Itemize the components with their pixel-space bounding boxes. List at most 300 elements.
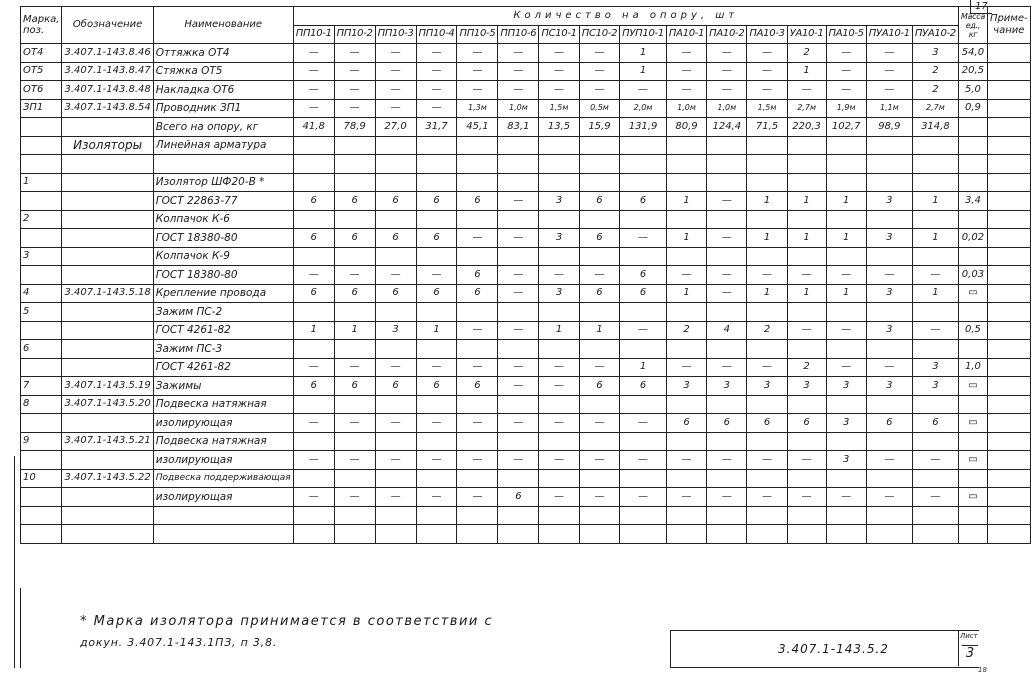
cell-quantity: [498, 155, 539, 174]
cell-mark: 8: [21, 395, 62, 414]
header-quantity: Количество на опору, шт: [293, 7, 958, 26]
cell-quantity: [293, 210, 334, 229]
cell-name: Колпачок К-9: [153, 247, 293, 266]
cell-quantity: 6: [620, 266, 667, 285]
cell-quantity: [826, 173, 866, 192]
cell-quantity: [539, 340, 579, 359]
cell-designation: [62, 173, 153, 192]
cell-quantity: [416, 155, 457, 174]
cell-note: [987, 62, 1030, 81]
cell-designation: 3.407.1-143.5.21: [62, 432, 153, 451]
cell-quantity: 6: [498, 488, 539, 507]
cell-note: [987, 321, 1030, 340]
cell-name: Зажим ПС-2: [153, 303, 293, 322]
cell-quantity: [912, 525, 958, 544]
cell-quantity: [620, 136, 667, 155]
cell-quantity: —: [498, 44, 539, 63]
cell-quantity: [826, 155, 866, 174]
cell-quantity: —: [666, 488, 706, 507]
cell-quantity: 6: [416, 192, 457, 211]
cell-quantity: —: [707, 266, 747, 285]
cell-quantity: 3: [539, 229, 579, 248]
cell-quantity: 6: [334, 284, 375, 303]
cell-quantity: [707, 506, 747, 525]
cell-designation: [62, 451, 153, 470]
cell-quantity: [866, 210, 912, 229]
specification-body: [21, 44, 1031, 544]
cell-quantity: 1: [747, 284, 787, 303]
cell-quantity: 6: [375, 229, 416, 248]
cell-quantity: [866, 303, 912, 322]
cell-quantity: —: [579, 451, 619, 470]
cell-quantity: [707, 210, 747, 229]
cell-quantity: 6: [416, 284, 457, 303]
cell-quantity: [912, 173, 958, 192]
cell-quantity: —: [293, 62, 334, 81]
cell-quantity: [666, 340, 706, 359]
cell-quantity: [707, 340, 747, 359]
cell-mass: 0,9: [958, 99, 987, 118]
cell-quantity: [787, 395, 826, 414]
cell-quantity: [334, 340, 375, 359]
cell-mark: 2: [21, 210, 62, 229]
table-row: [21, 118, 1031, 137]
cell-quantity: —: [707, 284, 747, 303]
cell-quantity: 6: [334, 377, 375, 396]
cell-quantity: 6: [579, 192, 619, 211]
cell-quantity: [620, 303, 667, 322]
cell-designation: [62, 340, 153, 359]
cell-quantity: [866, 395, 912, 414]
cell-note: [987, 44, 1030, 63]
cell-quantity: 3: [539, 284, 579, 303]
cell-quantity: —: [539, 451, 579, 470]
cell-quantity: —: [579, 358, 619, 377]
cell-quantity: 1: [747, 229, 787, 248]
cell-quantity: —: [620, 414, 667, 433]
cell-quantity: 41,8: [293, 118, 334, 137]
cell-quantity: —: [579, 414, 619, 433]
cell-quantity: [666, 210, 706, 229]
cell-quantity: [579, 247, 619, 266]
cell-quantity: 102,7: [826, 118, 866, 137]
cell-quantity: —: [826, 44, 866, 63]
cell-quantity: [375, 469, 416, 488]
cell-quantity: 6: [866, 414, 912, 433]
cell-quantity: —: [498, 192, 539, 211]
cell-quantity: —: [334, 358, 375, 377]
cell-quantity: [457, 340, 498, 359]
cell-quantity: [620, 506, 667, 525]
cell-quantity: 6: [457, 266, 498, 285]
cell-quantity: —: [666, 451, 706, 470]
cell-quantity: —: [826, 321, 866, 340]
cell-quantity: [457, 136, 498, 155]
cell-quantity: [912, 136, 958, 155]
cell-mass: 0,5: [958, 321, 987, 340]
cell-quantity: [866, 525, 912, 544]
cell-quantity: —: [375, 414, 416, 433]
table-row: [21, 377, 1031, 396]
cell-mass: [958, 173, 987, 192]
cell-quantity: 1: [747, 192, 787, 211]
cell-note: [987, 469, 1030, 488]
cell-quantity: [539, 469, 579, 488]
cell-quantity: [747, 303, 787, 322]
cell-quantity: [707, 303, 747, 322]
table-row: [21, 44, 1031, 63]
cell-quantity: 4: [707, 321, 747, 340]
cell-mass: 0,02: [958, 229, 987, 248]
cell-quantity: [579, 432, 619, 451]
cell-quantity: —: [457, 488, 498, 507]
cell-quantity: [498, 173, 539, 192]
cell-quantity: [912, 432, 958, 451]
cell-mass: [958, 506, 987, 525]
cell-quantity: —: [912, 266, 958, 285]
cell-quantity: 3: [866, 284, 912, 303]
cell-quantity: —: [912, 451, 958, 470]
cell-quantity: 6: [416, 377, 457, 396]
cell-mark: [21, 155, 62, 174]
cell-quantity: [334, 506, 375, 525]
cell-quantity: 0,5м: [579, 99, 619, 118]
cell-designation: 3.407.1-143.8.46: [62, 44, 153, 63]
cell-quantity: —: [416, 44, 457, 63]
cell-mark: 5: [21, 303, 62, 322]
cell-quantity: —: [293, 414, 334, 433]
cell-quantity: —: [747, 451, 787, 470]
column-header: ПП10-6: [498, 25, 539, 44]
cell-quantity: —: [666, 62, 706, 81]
column-header: УА10-1: [787, 25, 826, 44]
table-row: [21, 340, 1031, 359]
cell-quantity: [539, 136, 579, 155]
footnote-line-1: * Марка изолятора принимается в соответствии с: [80, 614, 494, 629]
cell-quantity: —: [457, 321, 498, 340]
cell-quantity: 2: [787, 358, 826, 377]
cell-quantity: —: [539, 488, 579, 507]
cell-quantity: —: [498, 62, 539, 81]
table-row: [21, 266, 1031, 285]
cell-quantity: [293, 173, 334, 192]
cell-name: Всего на опору, кг: [153, 118, 293, 137]
cell-quantity: 1,5м: [539, 99, 579, 118]
column-header: ПС10-2: [579, 25, 619, 44]
specification-table: [20, 6, 1031, 544]
cell-quantity: [375, 303, 416, 322]
cell-quantity: 6: [375, 192, 416, 211]
cell-note: [987, 358, 1030, 377]
cell-quantity: [747, 432, 787, 451]
cell-quantity: —: [866, 81, 912, 100]
cell-quantity: [293, 469, 334, 488]
cell-quantity: [457, 247, 498, 266]
cell-quantity: [666, 247, 706, 266]
cell-quantity: —: [293, 451, 334, 470]
cell-quantity: 131,9: [620, 118, 667, 137]
cell-quantity: [866, 506, 912, 525]
cell-quantity: —: [334, 81, 375, 100]
cell-quantity: 6: [579, 284, 619, 303]
cell-quantity: —: [826, 81, 866, 100]
cell-mark: 3: [21, 247, 62, 266]
cell-quantity: [620, 155, 667, 174]
cell-designation: [62, 210, 153, 229]
cell-quantity: [826, 136, 866, 155]
cell-name: изолирующая: [153, 451, 293, 470]
cell-quantity: —: [375, 62, 416, 81]
cell-name: ГОСТ 18380-80: [153, 229, 293, 248]
cell-quantity: [579, 469, 619, 488]
cell-quantity: [912, 506, 958, 525]
cell-quantity: [539, 303, 579, 322]
cell-mark: 1: [21, 173, 62, 192]
cell-note: [987, 414, 1030, 433]
cell-quantity: 31,7: [416, 118, 457, 137]
cell-quantity: [579, 155, 619, 174]
cell-quantity: 1: [826, 284, 866, 303]
cell-quantity: [826, 210, 866, 229]
bottom-page-mark: 18: [978, 666, 987, 674]
cell-quantity: 2: [787, 44, 826, 63]
cell-name: Крепление провода: [153, 284, 293, 303]
cell-quantity: —: [866, 451, 912, 470]
cell-quantity: 2,0м: [620, 99, 667, 118]
cell-mark: 9: [21, 432, 62, 451]
cell-quantity: [912, 395, 958, 414]
cell-mass: 1,0: [958, 358, 987, 377]
cell-quantity: 98,9: [866, 118, 912, 137]
cell-quantity: —: [747, 62, 787, 81]
cell-quantity: —: [707, 488, 747, 507]
cell-quantity: —: [416, 266, 457, 285]
cell-name: ГОСТ 22863-77: [153, 192, 293, 211]
cell-quantity: 1,9м: [826, 99, 866, 118]
cell-quantity: [334, 525, 375, 544]
table-row: [21, 358, 1031, 377]
cell-quantity: 2: [912, 62, 958, 81]
stamp-sheet-number: 3: [962, 645, 978, 661]
cell-mass: [958, 432, 987, 451]
cell-quantity: —: [375, 99, 416, 118]
cell-mass: ▭: [958, 414, 987, 433]
cell-mark: [21, 321, 62, 340]
cell-quantity: —: [498, 266, 539, 285]
cell-mark: [21, 229, 62, 248]
column-header: ПС10-1: [539, 25, 579, 44]
cell-note: [987, 377, 1030, 396]
cell-mass: 0,03: [958, 266, 987, 285]
corner-page-number: 17: [970, 0, 992, 14]
cell-quantity: [866, 136, 912, 155]
cell-quantity: [375, 247, 416, 266]
cell-quantity: [787, 432, 826, 451]
cell-designation: [62, 414, 153, 433]
cell-quantity: [498, 247, 539, 266]
cell-quantity: —: [707, 62, 747, 81]
cell-quantity: 6: [375, 284, 416, 303]
cell-quantity: 71,5: [747, 118, 787, 137]
cell-quantity: 220,3: [787, 118, 826, 137]
cell-quantity: —: [457, 229, 498, 248]
cell-quantity: [787, 303, 826, 322]
cell-quantity: [293, 395, 334, 414]
cell-quantity: [787, 136, 826, 155]
cell-quantity: —: [787, 488, 826, 507]
cell-quantity: —: [334, 99, 375, 118]
cell-quantity: [707, 395, 747, 414]
cell-quantity: —: [707, 229, 747, 248]
cell-quantity: —: [579, 81, 619, 100]
cell-quantity: —: [747, 488, 787, 507]
cell-quantity: [498, 525, 539, 544]
cell-name: Колпачок К-6: [153, 210, 293, 229]
cell-quantity: —: [707, 44, 747, 63]
cell-designation: [62, 358, 153, 377]
cell-quantity: 1: [620, 358, 667, 377]
cell-quantity: —: [866, 62, 912, 81]
cell-quantity: [620, 210, 667, 229]
cell-quantity: 1: [787, 229, 826, 248]
table-row: [21, 395, 1031, 414]
cell-quantity: —: [375, 81, 416, 100]
cell-quantity: 6: [707, 414, 747, 433]
cell-quantity: —: [539, 414, 579, 433]
cell-mark: [21, 506, 62, 525]
cell-quantity: [498, 469, 539, 488]
cell-quantity: [707, 136, 747, 155]
cell-quantity: —: [498, 81, 539, 100]
table-row: [21, 210, 1031, 229]
cell-quantity: —: [293, 358, 334, 377]
cell-quantity: 1: [620, 62, 667, 81]
cell-quantity: [375, 395, 416, 414]
cell-quantity: [787, 210, 826, 229]
cell-quantity: 1: [666, 229, 706, 248]
cell-quantity: [416, 432, 457, 451]
cell-name: [153, 155, 293, 174]
cell-quantity: 1: [416, 321, 457, 340]
cell-quantity: [826, 395, 866, 414]
cell-quantity: 3: [787, 377, 826, 396]
cell-mass: [958, 395, 987, 414]
cell-quantity: 27,0: [375, 118, 416, 137]
cell-quantity: —: [787, 81, 826, 100]
cell-quantity: [375, 155, 416, 174]
cell-quantity: [457, 303, 498, 322]
cell-quantity: 1,0м: [498, 99, 539, 118]
column-header: ПА10-2: [707, 25, 747, 44]
cell-note: [987, 266, 1030, 285]
table-row: [21, 81, 1031, 100]
cell-quantity: [866, 155, 912, 174]
cell-quantity: —: [666, 81, 706, 100]
cell-quantity: [334, 155, 375, 174]
cell-quantity: [539, 432, 579, 451]
table-row: [21, 432, 1031, 451]
cell-note: [987, 247, 1030, 266]
cell-quantity: [375, 136, 416, 155]
cell-quantity: —: [293, 266, 334, 285]
cell-quantity: 3: [826, 377, 866, 396]
cell-designation: [62, 155, 153, 174]
cell-quantity: —: [866, 488, 912, 507]
cell-quantity: 6: [293, 229, 334, 248]
cell-quantity: [498, 432, 539, 451]
cell-quantity: [747, 469, 787, 488]
cell-quantity: 6: [375, 377, 416, 396]
footnote-line-2: докун. 3.407.1-143.1ПЗ, п 3,8.: [80, 636, 278, 649]
cell-name: [153, 506, 293, 525]
table-row: [21, 284, 1031, 303]
cell-quantity: [293, 136, 334, 155]
table-row: [21, 136, 1031, 155]
cell-quantity: 6: [293, 377, 334, 396]
cell-note: [987, 525, 1030, 544]
cell-quantity: 1: [826, 192, 866, 211]
cell-quantity: [539, 173, 579, 192]
cell-quantity: [457, 506, 498, 525]
cell-quantity: 6: [579, 377, 619, 396]
cell-note: [987, 136, 1030, 155]
table-row: [21, 469, 1031, 488]
cell-quantity: —: [293, 488, 334, 507]
cell-quantity: —: [747, 266, 787, 285]
cell-designation: [62, 118, 153, 137]
cell-quantity: —: [912, 321, 958, 340]
cell-quantity: [498, 210, 539, 229]
cell-quantity: —: [334, 44, 375, 63]
cell-quantity: 1: [787, 284, 826, 303]
cell-quantity: 6: [416, 229, 457, 248]
table-row: [21, 525, 1031, 544]
cell-quantity: 3: [826, 414, 866, 433]
cell-quantity: —: [539, 358, 579, 377]
cell-quantity: 314,8: [912, 118, 958, 137]
cell-quantity: 6: [579, 229, 619, 248]
cell-quantity: 1,0м: [707, 99, 747, 118]
cell-quantity: [666, 303, 706, 322]
cell-quantity: [666, 136, 706, 155]
table-row: [21, 247, 1031, 266]
cell-designation: 3.407.1-143.5.19: [62, 377, 153, 396]
cell-mark: 4: [21, 284, 62, 303]
column-header: ПУА10-1: [866, 25, 912, 44]
column-header: ПП10-4: [416, 25, 457, 44]
cell-name: Стяжка ОТ5: [153, 62, 293, 81]
cell-quantity: [707, 247, 747, 266]
cell-note: [987, 99, 1030, 118]
header-mass: Масса ед., кг: [958, 7, 987, 44]
cell-quantity: [334, 432, 375, 451]
cell-quantity: [334, 136, 375, 155]
cell-note: [987, 451, 1030, 470]
cell-note: [987, 395, 1030, 414]
cell-mark: [21, 358, 62, 377]
cell-mass: 54,0: [958, 44, 987, 63]
cell-quantity: —: [539, 81, 579, 100]
cell-quantity: [866, 173, 912, 192]
cell-quantity: —: [539, 377, 579, 396]
cell-quantity: 1: [912, 284, 958, 303]
header-note: Приме- чание: [987, 7, 1030, 44]
cell-quantity: 2: [912, 81, 958, 100]
cell-quantity: [539, 210, 579, 229]
column-header: ПП10-2: [334, 25, 375, 44]
cell-quantity: [416, 247, 457, 266]
cell-quantity: [912, 303, 958, 322]
